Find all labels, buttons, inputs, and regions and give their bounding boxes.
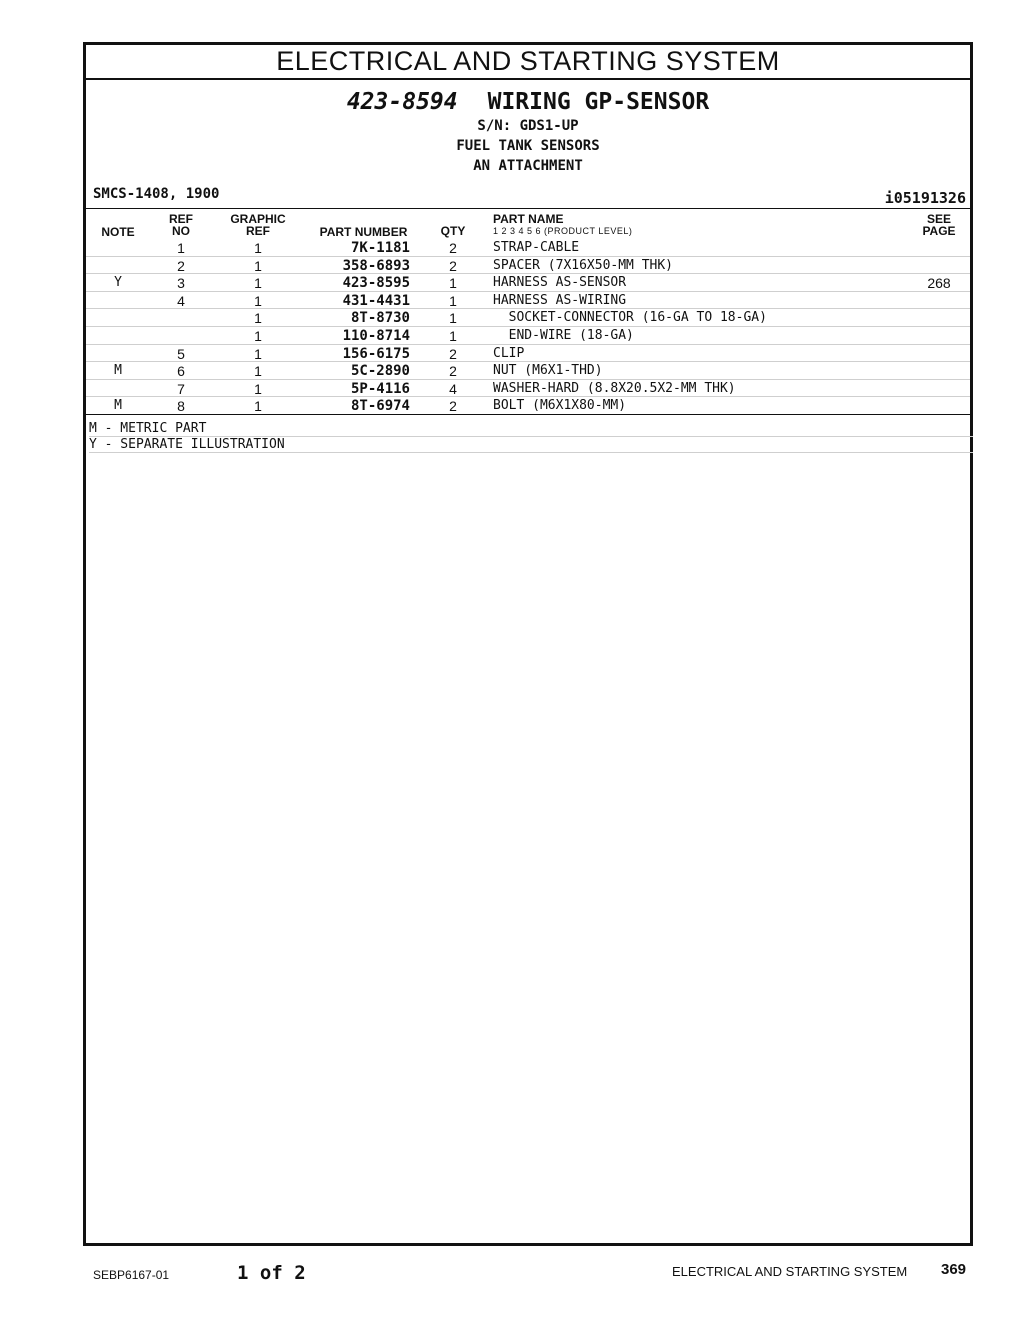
row-see-page: 268 [927, 275, 951, 292]
group-name: WIRING GP-SENSOR [487, 89, 710, 115]
row-part-number: 5P-4116 [350, 380, 410, 397]
legend-metric: M - METRIC PART [89, 421, 973, 437]
col-qty-header: QTY [440, 224, 466, 238]
row-graphic-ref: 1 [254, 327, 262, 344]
row-graphic-ref: 1 [254, 345, 262, 362]
row-ref-no: 8 [177, 398, 185, 415]
row-ref-no: 1 [177, 240, 185, 256]
row-part-name: STRAP-CABLE [493, 240, 580, 255]
header-rule [86, 208, 970, 209]
illustration-id: i05191326 [884, 189, 966, 207]
legend-separate-illustration: Y - SEPARATE ILLUSTRATION [89, 437, 973, 453]
parts-table [86, 239, 970, 415]
table-row [86, 239, 970, 257]
row-part-name: HARNESS AS-SENSOR [493, 275, 627, 291]
section-title: ELECTRICAL AND STARTING SYSTEM [86, 45, 970, 80]
table-row [86, 397, 970, 415]
col-see-page-header [912, 213, 966, 237]
serial-number: S/N: GDS1-UP [477, 118, 579, 134]
row-graphic-ref: 1 [254, 292, 262, 309]
smcs-code: SMCS-1408, 1900 [93, 186, 220, 202]
group-number: 423-8594 [346, 89, 458, 115]
row-part-name: CLIP [493, 345, 525, 361]
row-part-name: END-WIRE (18-GA) [493, 327, 634, 343]
row-part-name: SPACER (7X16X50-MM THK) [493, 257, 674, 273]
row-ref-no: 6 [177, 363, 185, 380]
group-description-line-1: FUEL TANK SENSORS [456, 138, 600, 154]
row-part-number: 7K-1181 [350, 240, 410, 256]
row-part-name: WASHER-HARD (8.8X20.5X2-MM THK) [493, 380, 736, 396]
row-qty: 2 [449, 240, 457, 256]
row-ref-no: 2 [177, 257, 185, 274]
product-level-header: 1 2 3 4 5 6 (PRODUCT LEVEL) [493, 226, 633, 236]
row-qty: 2 [449, 363, 457, 380]
row-ref-no: 5 [177, 345, 185, 362]
row-qty: 1 [449, 275, 457, 292]
table-row [86, 345, 970, 363]
row-part-number: 8T-6974 [350, 398, 410, 415]
col-part-name-header: PART NAME [493, 212, 564, 226]
row-graphic-ref: 1 [254, 380, 262, 397]
row-part-name: SOCKET-CONNECTOR (16-GA TO 18-GA) [493, 310, 767, 326]
col-see-header-bottom: PAGE [922, 224, 956, 238]
row-graphic-ref: 1 [254, 275, 262, 292]
row-graphic-ref: 1 [254, 240, 262, 256]
footer-section-title: ELECTRICAL AND STARTING SYSTEM [672, 1264, 908, 1279]
row-part-number: 110-8714 [342, 327, 410, 344]
col-ref-header-bottom: NO [172, 224, 190, 238]
table-row [86, 327, 970, 345]
document-id: SEBP6167-01 [93, 1268, 170, 1282]
row-note: M [114, 398, 122, 414]
row-note: Y [114, 275, 122, 291]
row-part-number: 358-6893 [342, 257, 410, 274]
table-row [86, 292, 970, 310]
table-row [86, 309, 970, 327]
row-graphic-ref: 1 [254, 363, 262, 380]
page-of-count: 1 of 2 [237, 1262, 306, 1284]
row-part-number: 431-4431 [342, 292, 410, 309]
table-row [86, 380, 970, 398]
row-qty: 2 [449, 257, 457, 274]
row-qty: 2 [449, 398, 457, 415]
row-qty: 1 [449, 310, 457, 327]
col-ref-header-top: REF [169, 212, 193, 226]
row-part-number: 8T-8730 [350, 310, 410, 327]
col-graphic-header-bottom: REF [246, 224, 270, 238]
row-qty: 4 [449, 380, 457, 397]
col-graphic-header-top: GRAPHIC [230, 212, 286, 226]
row-ref-no: 3 [177, 275, 185, 292]
col-graphic-header [226, 213, 290, 237]
page-number: 369 [941, 1261, 967, 1278]
col-note-header: NOTE [101, 225, 135, 239]
page-frame [83, 42, 973, 1246]
row-note: M [114, 363, 122, 379]
row-qty: 2 [449, 345, 457, 362]
row-part-name: NUT (M6X1-THD) [493, 363, 603, 379]
table-row [86, 362, 970, 380]
col-see-header-top: SEE [926, 212, 951, 226]
row-part-number: 156-6175 [342, 345, 410, 362]
row-part-name: HARNESS AS-WIRING [493, 292, 627, 308]
row-graphic-ref: 1 [254, 257, 262, 274]
table-row [86, 274, 970, 292]
row-part-name: BOLT (M6X1X80-MM) [493, 398, 627, 414]
row-graphic-ref: 1 [254, 310, 262, 327]
group-description-line-2: AN ATTACHMENT [473, 158, 583, 174]
row-part-number: 423-8595 [342, 275, 410, 292]
table-row [86, 257, 970, 275]
group-heading [86, 89, 970, 115]
row-part-number: 5C-2890 [350, 363, 410, 380]
col-part-number-header: PART NUMBER [319, 225, 408, 239]
row-ref-no: 4 [177, 292, 185, 309]
row-graphic-ref: 1 [254, 398, 262, 415]
notes-legend [89, 421, 973, 453]
col-ref-header [161, 213, 201, 237]
row-ref-no: 7 [177, 380, 185, 397]
row-qty: 1 [449, 327, 457, 344]
row-qty: 1 [449, 292, 457, 309]
